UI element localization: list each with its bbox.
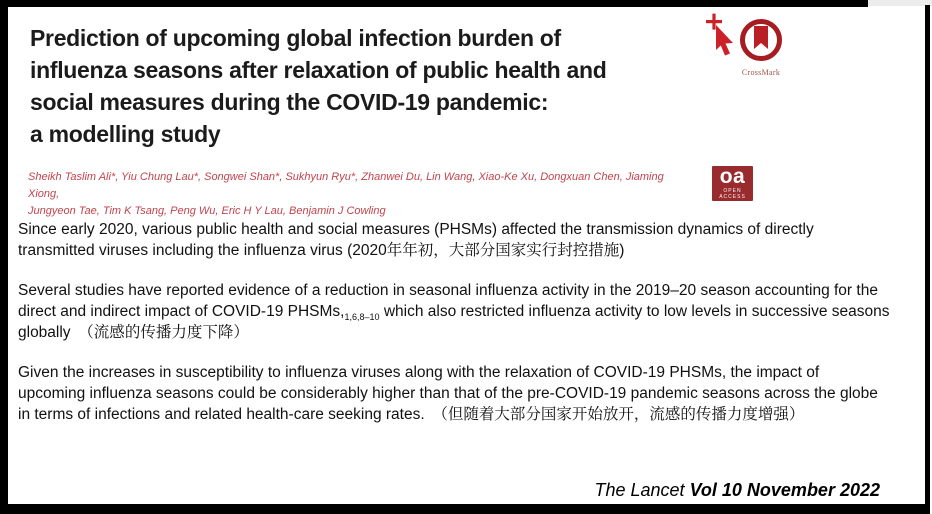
author-list [28,169,688,220]
left-border [0,0,8,514]
paragraph-prior-evidence-continuation: which also restricted influenza activity to low levels in successive seasons globally （流感的传播力度下降） [18,303,890,341]
crossmark-logo[interactable] [737,18,785,77]
open-access-logo [712,166,753,201]
title-line: influenza seasons after relaxation of public health and [30,57,607,83]
open-access-subtext: OPEN ACCESS [719,188,746,200]
journal-volume-date: Vol 10 November 2022 [689,480,880,500]
top-border-light-segment [868,0,932,6]
journal-citation [595,480,881,501]
title-line: Prediction of upcoming global infection burden of [30,25,561,51]
paper-title [30,22,730,150]
reference-superscript: 1,6,8–10 [344,312,380,323]
right-border [925,5,930,514]
crossmark-icon [739,18,783,62]
paragraph-implications: Given the increases in susceptibility to influenza viruses along with the relaxation of COVID-19 PHSMs, the impact of upcoming influenza seasons could be considerably higher than that of the pre-COVID-19 pandemic seasons across the globe in terms of infections and related health-care seeking rates. （但随着大部分国家开始放开，流感的传播力度增强） [18,364,878,423]
title-line: social measures during the COVID-19 pandemic: [30,89,549,115]
paragraph-prior-evidence-text: Several studies have reported evidence of a reduction in seasonal influenza activity in the 2019–20 season accounting for the direct and indirect impact of COVID-19 PHSMs, [18,282,878,320]
paragraph-background: Since early 2020, various public health and social measures (PHSMs) affected the transmission dynamics of directly transmitted viruses including the influenza virus (2020年年初，大部分国家实行封控措施) [18,221,814,259]
paragraph-prior-evidence [18,280,890,343]
title-line: a modelling study [30,121,221,147]
bottom-border [0,504,928,514]
crossmark-label: CrossMark [741,68,781,77]
top-border [0,0,868,7]
author-line: Jungyeon Tae, Tim K Tsang, Peng Wu, Eric H Y Lau, Benjamin J Cowling [28,205,386,217]
author-line: Sheikh Taslim Ali*, Yiu Chung Lau*, Songwei Shan*, Sukhyun Ryu*, Zhanwei Du, Lin Wang, Xiao-Ke Xu, Dongxuan Chen, Jiaming Xiong, [28,171,664,200]
journal-name: The Lancet [594,480,685,500]
open-access-oa-text: oa [719,165,746,188]
